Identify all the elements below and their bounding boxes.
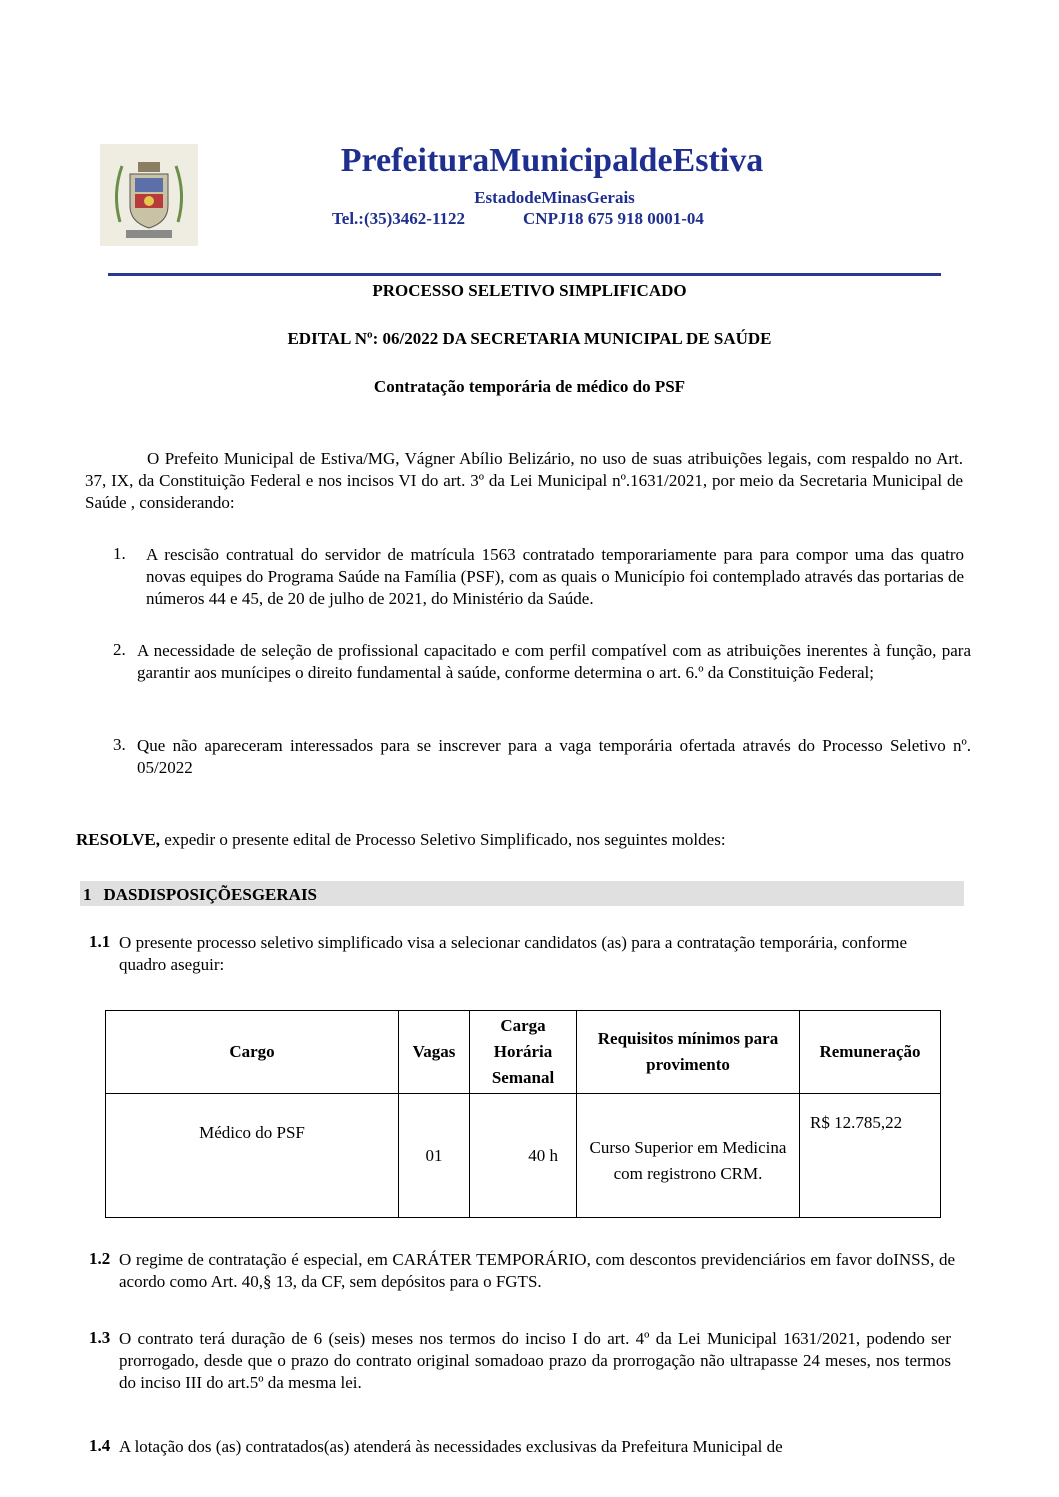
header-state: EstadodeMinasGerais: [474, 188, 635, 207]
table-header: Cargo: [106, 1011, 399, 1094]
header-title: PrefeituraMunicipaldeEstiva: [340, 142, 764, 179]
header-cnpj: CNPJ18 675 918 0001-04: [523, 209, 704, 228]
consideration-number: 2.: [113, 640, 126, 659]
section-title: DASDISPOSIÇÕESGERAIS: [103, 885, 318, 904]
process-title: PROCESSO SELETIVO SIMPLIFICADO: [372, 281, 687, 300]
positions-table: [105, 1010, 941, 1218]
table-header: Carga Horária Semanal: [470, 1011, 577, 1094]
resolve-paragraph: [76, 829, 976, 851]
clause-number: 1.3: [89, 1328, 111, 1347]
table-header: Remuneração: [800, 1011, 941, 1094]
table-row: [106, 1094, 941, 1218]
table-header: Requisitos mínimos para provimento: [577, 1011, 800, 1094]
subject-title: Contratação temporária de médico do PSF: [373, 377, 686, 396]
clause-number: 1.2: [89, 1249, 111, 1268]
header-phone: Tel.:(35)3462-1122: [332, 209, 466, 228]
table-cell: 01: [399, 1094, 470, 1218]
consideration-text: Que não apareceram interessados para se inscrever para a vaga temporária ofertada através do Processo Seletivo nº. 05/2022: [137, 736, 971, 777]
consideration-number: 1.: [113, 544, 126, 563]
consideration-text: A necessidade de seleção de profissional capacitado e com perfil compatível com as atribuições inerentes à função, para garantir aos munícipes o direito fundamental à saúde, conforme determina o art. 6.º da Constituição Federal;: [137, 641, 971, 682]
consideration-text: A rescisão contratual do servidor de matrícula 1563 contratado temporariamente para para compor uma das quatro novas equipes do Programa Saúde na Família (PSF), com as quais o Município foi contemplado através das portarias de números 44 e 45, de 20 de julho de 2021, do Ministério da Saúde.: [146, 545, 964, 608]
table-cell: Médico do PSF: [106, 1094, 399, 1218]
section-number: 1: [83, 885, 92, 904]
section-heading: [80, 881, 964, 906]
table-header-row: [106, 1011, 941, 1094]
resolve-label: RESOLVE,: [76, 830, 160, 849]
resolve-text: expedir o presente edital de Processo Seletivo Simplificado, nos seguintes moldes:: [159, 830, 726, 849]
edital-title: EDITAL Nº: 06/2022 DA SECRETARIA MUNICIPAL DE SAÚDE: [287, 329, 772, 348]
clause-text: A lotação dos (as) contratados(as) atenderá às necessidades exclusivas da Prefeitura Municipal de: [119, 1437, 783, 1456]
header-divider: [108, 273, 941, 276]
clause-text: O contrato terá duração de 6 (seis) meses nos termos do inciso I do art. 4º da Lei Municipal 1631/2021, podendo ser prorrogado, desde que o prazo do contrato original somadoao prazo da prorrogação não ultrapasse 24 meses, nos termos do inciso III do art.5º da mesma lei.: [119, 1329, 951, 1392]
table-cell: 40 h: [470, 1094, 577, 1218]
clause-number: 1.4: [89, 1436, 111, 1455]
clause-number: 1.1: [89, 932, 111, 951]
header-contact: [332, 209, 704, 229]
intro-paragraph: O Prefeito Municipal de Estiva/MG, Vágner Abílio Belizário, no uso de suas atribuições legais, com respaldo no Art. 37, IX, da Constituição Federal e nos incisos VI do art. 3º da Lei Municipal nº.1631/2021, por meio da Secretaria Municipal de Saúde , considerando:: [85, 449, 963, 512]
clause-text: O regime de contratação é especial, em CARÁTER TEMPORÁRIO, com descontos previdenciários em favor doINSS, de acordo como Art. 40,§ 13, da CF, sem depósitos para o FGTS.: [119, 1250, 955, 1291]
clause-text: O presente processo seletivo simplificado visa a selecionar candidatos (as) para a contratação temporária, conforme quadro aseguir:: [119, 933, 907, 974]
table-cell: Curso Superior em Medicina com registrono CRM.: [577, 1094, 800, 1218]
table-header: Vagas: [399, 1011, 470, 1094]
table-cell: R$ 12.785,22: [800, 1094, 941, 1218]
consideration-number: 3.: [113, 735, 126, 754]
